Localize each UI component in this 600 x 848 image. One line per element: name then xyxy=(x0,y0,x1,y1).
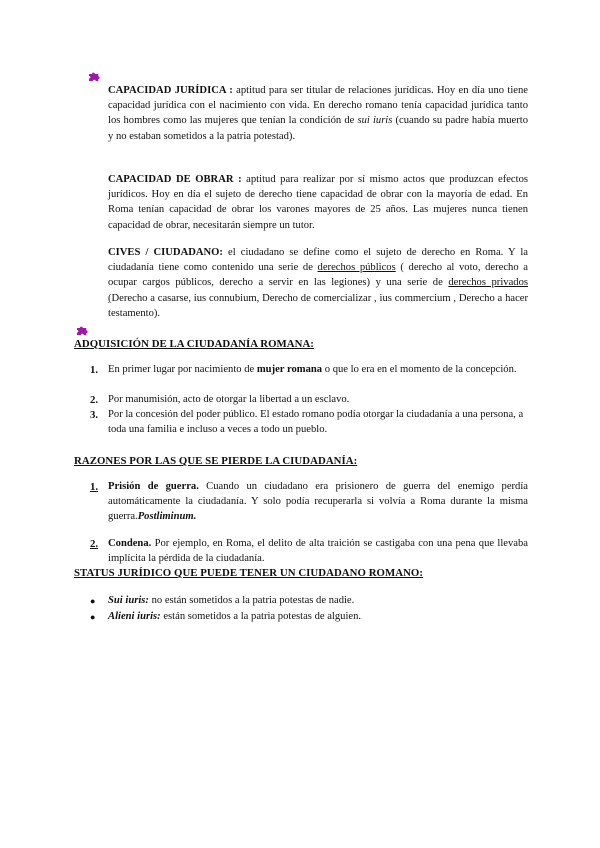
cives-term: CIVES / CIUDADANO: xyxy=(108,247,223,258)
list-item: Prisión de guerra. Cuando un ciudadano era prisionero de guerra del enemigo perdía automáticamente la ciudadanía. Y solo podía recuperarla si volvía a Roma durante la misma guerra.Postliminum. xyxy=(108,481,528,523)
prision-de-guerra-title: Prisión de guerra. xyxy=(108,481,199,492)
cives-text-3: Derecho a casarse, ius connubium, Derecho de comercializar , ius commercium , Derecho a hacer testamento). xyxy=(108,292,528,319)
bullet-icon: ● xyxy=(90,612,96,622)
puzzle-icon xyxy=(76,326,88,336)
bullet-icon: ● xyxy=(90,596,96,606)
capacidad-juridica-paragraph xyxy=(108,83,528,144)
capacidad-obrar-paragraph xyxy=(108,172,528,233)
list-item: En primer lugar por nacimiento de mujer romana o que lo era en el momento de la concepción. xyxy=(108,364,517,375)
list-number: 2. xyxy=(90,394,99,406)
sui-iuris-italic: sui iuris xyxy=(357,115,393,127)
derechos-privados-link: derechos privados ( xyxy=(108,277,528,304)
condena-title: Condena. xyxy=(108,538,152,549)
alieni-iuris-term: Alieni iuris: xyxy=(108,611,161,622)
list-number: 3. xyxy=(90,409,99,421)
capacidad-juridica-term: CAPACIDAD JURÍDICA : xyxy=(108,85,233,96)
adquisicion-heading: ADQUISICIÓN DE LA CIUDADANÍA ROMANA: xyxy=(74,338,314,350)
capacidad-obrar-text: aptitud para realizar por sí mismo actos que produzcan efectos jurídicos. Hoy en día el sujeto de derecho tiene capacidad de obrar con la mayoría de edad. En Roma tenían capacidad de obrar los varones mayores de 25 años. Las mujeres nunca tienen capacidad de obrar, necesitarán siempre un tutor. xyxy=(108,174,528,231)
razones-heading: RAZONES POR LAS QUE SE PIERDE LA CIUDADANÍA: xyxy=(74,455,358,467)
cives-text-2: ( derecho al voto, derecho a ocupar cargos públicos, derecho a servir en las legiones) y una serie de xyxy=(108,262,528,289)
cives-paragraph xyxy=(108,245,528,321)
derechos-publicos-link: derechos públicos xyxy=(317,262,396,274)
list-item: Por manumisión, acto de otorgar la libertad a un esclavo. xyxy=(108,394,350,405)
postliminum-bold: Postliminum. xyxy=(137,511,197,523)
capacidad-juridica-text-2: (cuando su padre había muerto y no estaban sometidos a la patria potestad). xyxy=(108,115,528,142)
list-item: Sui iuris: no están sometidos a la patria potestas de nadie. xyxy=(108,595,355,606)
list-number: 2. xyxy=(90,538,99,550)
list-number: 1. xyxy=(90,481,99,493)
status-heading: STATUS JURÍDICO QUE PUEDE TENER UN CIUDADANO ROMANO: xyxy=(74,567,424,579)
capacidad-juridica-text-1: aptitud para ser titular de relaciones jurídicas. Hoy en día uno tiene capacidad jurídica con el nacimiento con vida. En derecho romano tenía capacidad jurídica tanto los hombres como las mujeres que tenían la condición de xyxy=(108,85,528,127)
list-number: 1. xyxy=(90,364,99,376)
sui-iuris-term: Sui iuris: xyxy=(108,595,149,606)
mujer-romana-bold: mujer romana xyxy=(256,364,323,375)
list-item: Condena. Por ejemplo, en Roma, el delito de alta traición se castigaba con una pena que llevaba implícita la pérdida de la ciudadanía. xyxy=(108,538,528,565)
cives-text-1: el ciudadano se define como el sujeto de derecho en Roma. Y la ciudadanía tiene como contenido una serie de xyxy=(108,247,529,274)
capacidad-obrar-term: CAPACIDAD DE OBRAR : xyxy=(108,174,242,185)
list-item: Por la concesión del poder público. El estado romano podía otorgar la ciudadanía a una persona, a toda una familia e incluso a veces a todo un pueblo. xyxy=(108,409,524,436)
puzzle-icon xyxy=(88,72,100,82)
list-item: Alieni iuris: están sometidos a la patria potestas de alguien. xyxy=(108,611,362,622)
